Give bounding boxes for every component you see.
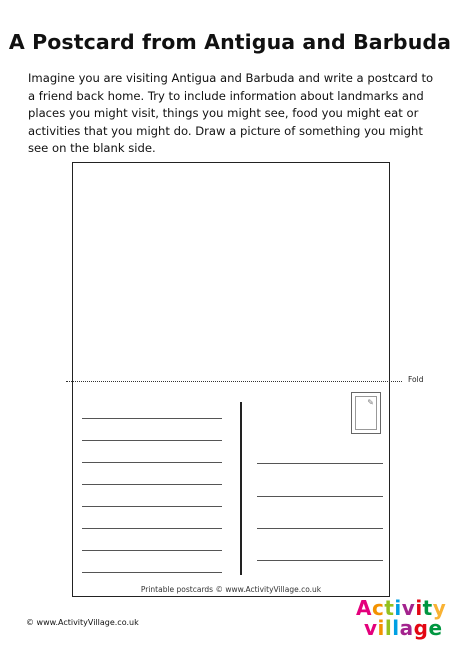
postcard-divider bbox=[240, 402, 242, 575]
logo-letter: g bbox=[413, 616, 429, 640]
logo-letter: y bbox=[432, 596, 447, 620]
logo-letter: a bbox=[399, 616, 414, 640]
logo-letter: A bbox=[356, 596, 372, 620]
logo-letter: t bbox=[384, 596, 395, 620]
logo-letter: l bbox=[392, 616, 400, 640]
page-title: A Postcard from Antigua and Barbuda bbox=[8, 30, 452, 54]
logo-letter: v bbox=[401, 596, 416, 620]
logo-line-1 bbox=[356, 598, 446, 618]
logo-letter: c bbox=[371, 596, 385, 620]
message-line bbox=[82, 418, 222, 419]
message-line bbox=[82, 550, 222, 551]
page-footer-url: © www.ActivityVillage.co.uk bbox=[26, 618, 139, 627]
address-line bbox=[257, 560, 383, 561]
logo-letter: v bbox=[364, 616, 378, 640]
logo-letter: t bbox=[422, 596, 433, 620]
message-line bbox=[82, 440, 222, 441]
logo-letter: i bbox=[394, 596, 402, 620]
fold-label: Fold bbox=[408, 375, 424, 384]
postmark-icon: ✎ bbox=[367, 398, 374, 407]
logo-letter: l bbox=[384, 616, 393, 640]
address-line bbox=[257, 496, 383, 497]
logo-letter: i bbox=[415, 596, 423, 620]
address-line bbox=[257, 528, 383, 529]
card-footer: Printable postcards © www.ActivityVillage.co.uk bbox=[140, 585, 322, 594]
fold-line bbox=[66, 381, 402, 382]
stamp-box bbox=[351, 392, 381, 434]
message-line bbox=[82, 462, 222, 463]
instructions-text: Imagine you are visiting Antigua and Barbuda and write a postcard to a friend back home. Try to include information about landmarks and places you might visit, things you might see, food you might eat or activities that you might do. Draw a picture of something you might see on the blank side. bbox=[28, 71, 434, 156]
logo-letter: e bbox=[428, 616, 443, 640]
message-line bbox=[82, 572, 222, 573]
stamp-icon bbox=[355, 396, 377, 430]
postcard-outline bbox=[72, 162, 390, 597]
address-line bbox=[257, 463, 383, 464]
logo-letter: i bbox=[377, 616, 385, 640]
message-line bbox=[82, 506, 222, 507]
logo-line-2 bbox=[356, 618, 446, 638]
activity-village-logo bbox=[356, 598, 446, 642]
message-line bbox=[82, 484, 222, 485]
message-line bbox=[82, 528, 222, 529]
